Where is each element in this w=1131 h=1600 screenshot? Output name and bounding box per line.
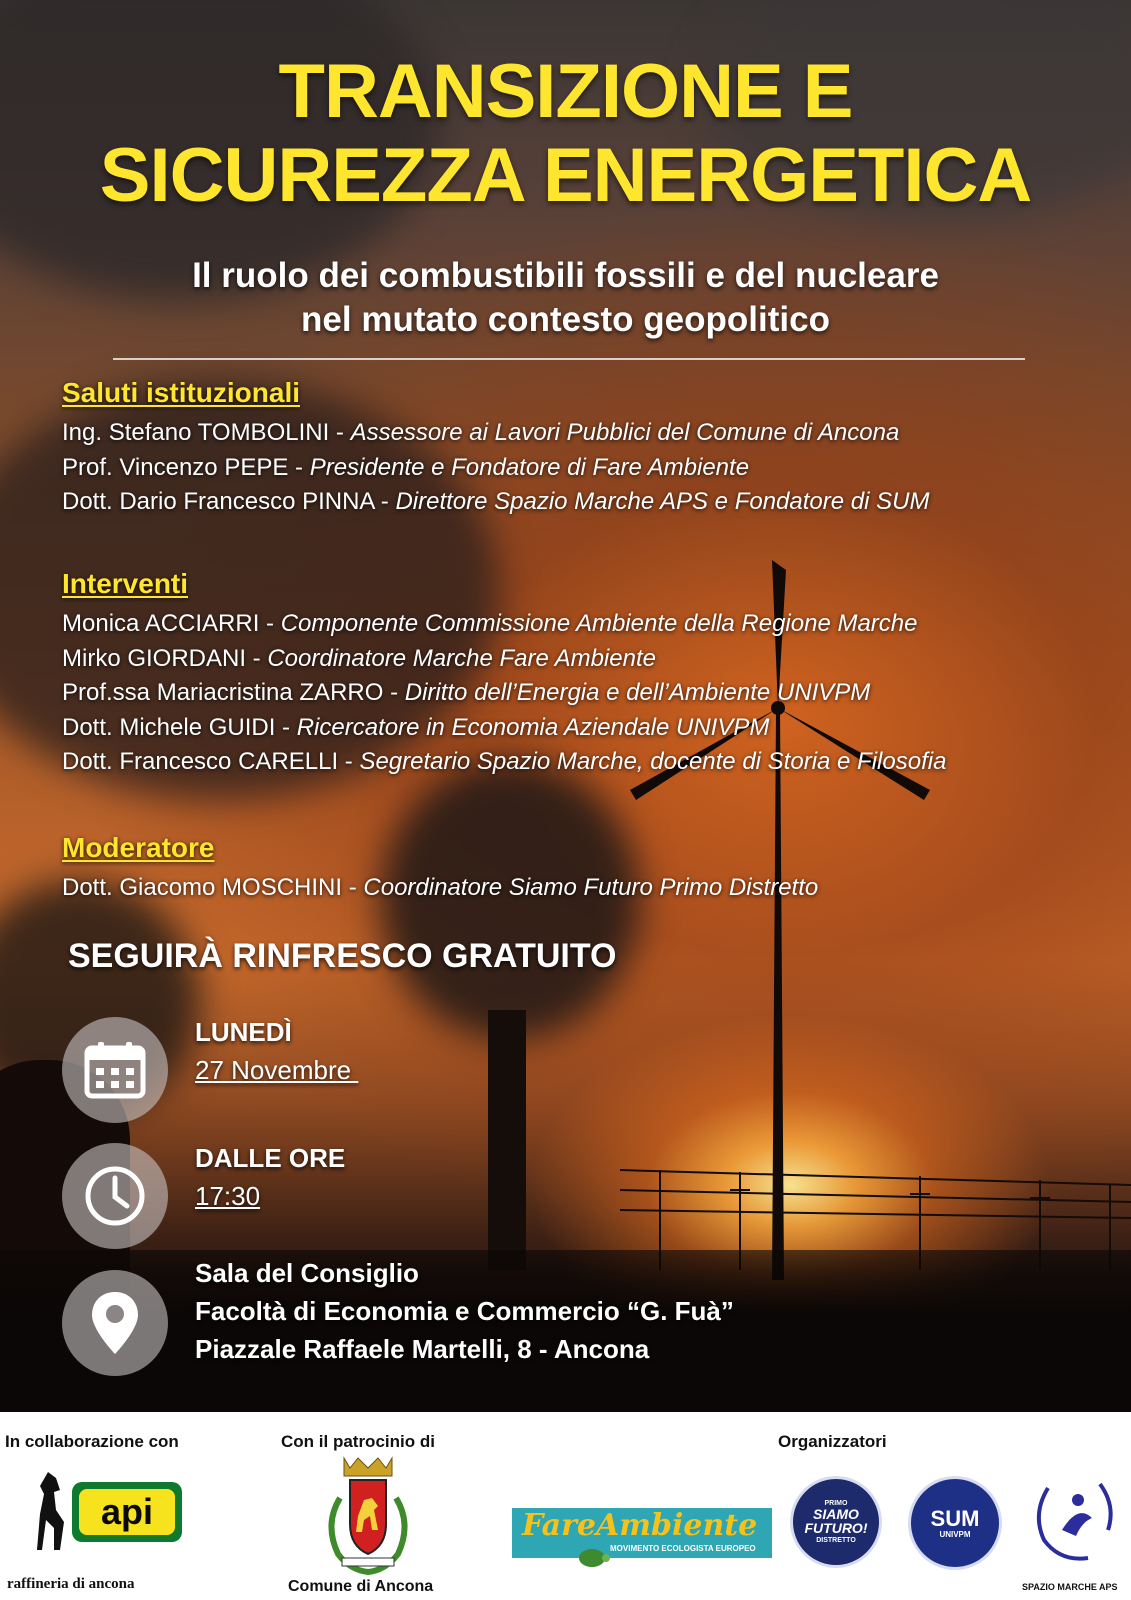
- siamo-bottom: DISTRETTO: [816, 1537, 856, 1544]
- speaker-role: Coordinatore Marche Fare Ambiente: [267, 644, 656, 672]
- map-pin-icon: [62, 1270, 168, 1376]
- speaker-role: Componente Commissione Ambiente della Regione Marche: [280, 610, 918, 637]
- organizzatori-label: Organizzatori: [778, 1432, 887, 1451]
- divider: [113, 358, 1025, 360]
- collab-label: In collaborazione con: [5, 1432, 179, 1451]
- location-line-3: Piazzale Raffaele Martelli, 8 - Ancona: [195, 1334, 650, 1364]
- sum-subtext: UNIVPM: [939, 1529, 971, 1539]
- speaker-name: Prof.ssa Mariacristina ZARRO: [62, 679, 384, 706]
- separator: -: [288, 453, 310, 481]
- location-row: [62, 1258, 734, 1376]
- interventi-entry: [62, 711, 946, 746]
- separator: -: [374, 488, 396, 515]
- comune-caption: Comune di Ancona: [288, 1578, 434, 1595]
- horse-icon: [34, 1470, 68, 1552]
- interventi-section: [62, 567, 946, 780]
- separator: -: [259, 610, 281, 637]
- interventi-heading: Interventi: [62, 568, 189, 599]
- chimney: [488, 1010, 526, 1270]
- siamo-top: PRIMO: [824, 1500, 848, 1507]
- date-row: [62, 1017, 358, 1123]
- separator: -: [338, 748, 360, 775]
- fareambiente-subtext: MOVIMENTO ECOLOGISTA EUROPEO: [610, 1544, 756, 1553]
- interventi-entry: [62, 745, 946, 780]
- separator: -: [342, 874, 364, 901]
- saluti-entry: [62, 416, 929, 451]
- interventi-entry: [62, 676, 946, 711]
- siamo-futuro-logo: [790, 1476, 882, 1568]
- interventi-entry: [62, 642, 946, 677]
- moderatore-heading: Moderatore: [62, 832, 215, 863]
- separator: -: [383, 679, 405, 706]
- subtitle-line-1: Il ruolo dei combustibili fossili e del nucleare: [192, 256, 939, 295]
- speaker-name: Dott. Michele GUIDI: [62, 713, 276, 741]
- speaker-name: Ing. Stefano TOMBOLINI: [62, 419, 330, 446]
- saluti-section: [62, 376, 929, 520]
- speaker-role: Direttore Spazio Marche APS e Fondatore di SUM: [395, 488, 930, 515]
- patrocinio-label: Con il patrocinio di: [281, 1432, 435, 1451]
- speaker-role: Diritto dell’Energia e dell’Ambiente UNIVPM: [404, 679, 871, 706]
- spazio-marche-logo: [1028, 1474, 1120, 1564]
- moderatore-section: [62, 831, 818, 906]
- speaker-role: Coordinatore Siamo Futuro Primo Distretto: [363, 874, 819, 901]
- power-lines: [620, 1130, 1131, 1270]
- speaker-name: Prof. Vincenzo PEPE: [62, 453, 289, 481]
- siamo-text: SIAMO FUTURO!: [804, 1506, 868, 1536]
- rinfresco-note: SEGUIRÀ RINFRESCO GRATUITO: [68, 937, 617, 975]
- title-line-1: TRANSIZIONE E: [278, 49, 853, 134]
- location-line-2: Facoltà di Economia e Commercio “G. Fuà”: [195, 1296, 734, 1326]
- speaker-role: Ricercatore in Economia Aziendale UNIVPM: [296, 713, 770, 741]
- clock-icon: [62, 1143, 168, 1249]
- speaker-role: Segretario Spazio Marche, docente di Storia e Filosofia: [359, 748, 947, 775]
- fareambiente-text: FareAmbiente: [522, 1508, 758, 1543]
- speaker-name: Dott. Dario Francesco PINNA: [62, 488, 375, 515]
- speaker-role: Presidente e Fondatore di Fare Ambiente: [309, 453, 750, 481]
- date-value: 27 Novembre: [195, 1055, 359, 1085]
- fareambiente-logo: [512, 1508, 772, 1558]
- subtitle-line-2: nel mutato contesto geopolitico: [301, 300, 830, 339]
- separator: -: [329, 419, 351, 446]
- title-line-2: SICUREZZA ENERGETICA: [99, 133, 1032, 218]
- location-line-1: Sala del Consiglio: [195, 1258, 419, 1288]
- speaker-name: Dott. Giacomo MOSCHINI: [62, 874, 343, 901]
- sum-text: SUM: [930, 1505, 980, 1531]
- separator: -: [275, 713, 297, 741]
- time-row: [62, 1143, 345, 1249]
- separator: -: [246, 644, 268, 672]
- date-label: LUNEDÌ: [195, 1017, 292, 1047]
- speaker-name: Mirko GIORDANI: [62, 644, 247, 672]
- header: [0, 50, 1131, 342]
- saluti-heading: Saluti istituzionali: [62, 377, 301, 408]
- saluti-entry: [62, 485, 929, 520]
- spazio-marche-caption: SPAZIO MARCHE APS: [1022, 1582, 1118, 1592]
- api-logo: [34, 1470, 194, 1570]
- sum-logo: [908, 1476, 1002, 1570]
- calendar-icon: [62, 1017, 168, 1123]
- time-label: DALLE ORE: [195, 1143, 346, 1173]
- moderatore-entry: [62, 871, 818, 906]
- time-value: 17:30: [195, 1181, 261, 1211]
- turtle-icon: [574, 1544, 610, 1568]
- speaker-name: Monica ACCIARRI: [62, 610, 260, 637]
- api-caption: raffineria di ancona: [7, 1576, 135, 1592]
- comune-crest-icon: [320, 1454, 416, 1580]
- speaker-role: Assessore ai Lavori Pubblici del Comune di Ancona: [350, 419, 900, 446]
- footer: [0, 1412, 1131, 1600]
- api-logo-text: api: [100, 1491, 153, 1532]
- saluti-entry: [62, 451, 929, 486]
- interventi-entry: [62, 607, 946, 642]
- speaker-name: Dott. Francesco CARELLI: [62, 748, 339, 775]
